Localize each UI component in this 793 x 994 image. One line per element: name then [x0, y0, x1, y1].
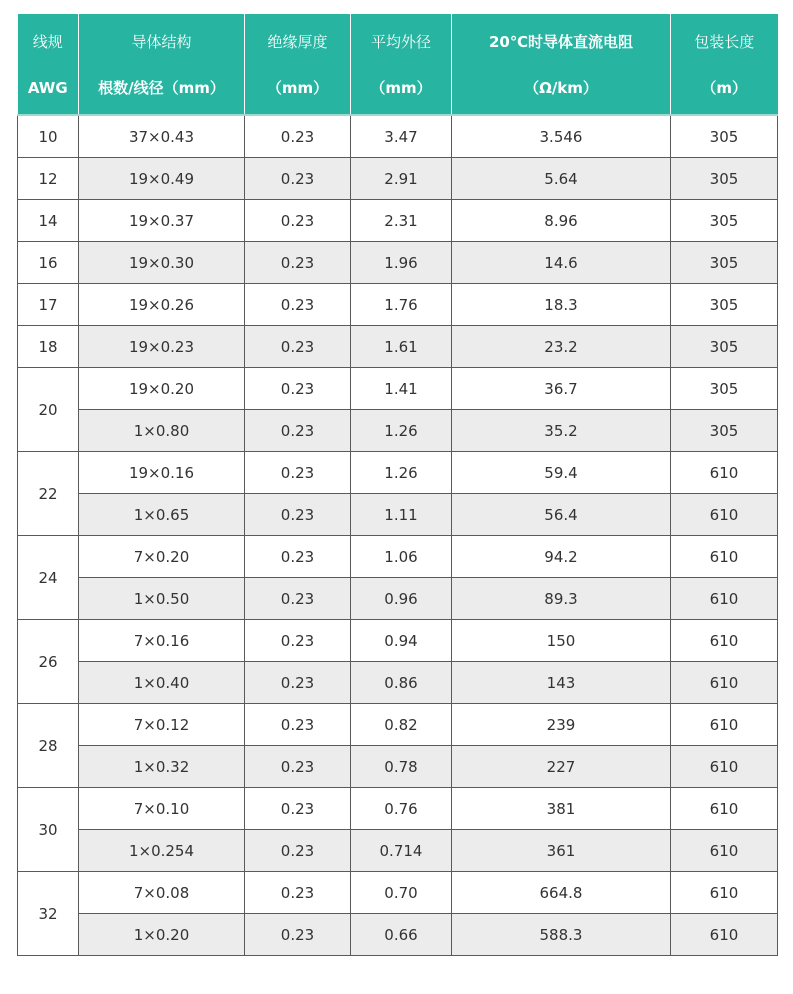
resistance-cell: 3.546: [452, 115, 671, 158]
insulation-cell: 0.23: [245, 284, 351, 326]
resistance-cell: 94.2: [452, 536, 671, 578]
table-row: [18, 788, 778, 830]
table-header: [18, 14, 778, 115]
header-resistance-unit: （Ω/km）: [452, 66, 671, 115]
table-row: [18, 200, 778, 242]
insulation-cell: 0.23: [245, 746, 351, 788]
wire-spec-table: [17, 14, 778, 956]
table-row: [18, 410, 778, 452]
insulation-cell: 0.23: [245, 704, 351, 746]
awg-cell: 18: [18, 326, 79, 368]
resistance-cell: 381: [452, 788, 671, 830]
table-row: [18, 494, 778, 536]
header-row-2: [18, 66, 778, 115]
length-cell: 305: [671, 242, 778, 284]
structure-cell: 19×0.16: [79, 452, 245, 494]
resistance-cell: 35.2: [452, 410, 671, 452]
diameter-cell: 1.11: [351, 494, 452, 536]
table-row: [18, 704, 778, 746]
diameter-cell: 0.714: [351, 830, 452, 872]
header-diameter-unit: （mm）: [351, 66, 452, 115]
insulation-cell: 0.23: [245, 914, 351, 956]
diameter-cell: 0.96: [351, 578, 452, 620]
diameter-cell: 3.47: [351, 115, 452, 158]
length-cell: 610: [671, 872, 778, 914]
resistance-cell: 56.4: [452, 494, 671, 536]
insulation-cell: 0.23: [245, 830, 351, 872]
diameter-cell: 1.06: [351, 536, 452, 578]
structure-cell: 19×0.37: [79, 200, 245, 242]
header-average-diameter: 平均外径: [351, 14, 452, 66]
length-cell: 610: [671, 662, 778, 704]
resistance-cell: 588.3: [452, 914, 671, 956]
length-cell: 305: [671, 326, 778, 368]
table-row: [18, 284, 778, 326]
resistance-cell: 8.96: [452, 200, 671, 242]
structure-cell: 19×0.49: [79, 158, 245, 200]
structure-cell: 1×0.80: [79, 410, 245, 452]
length-cell: 610: [671, 452, 778, 494]
header-package-length: 包装长度: [671, 14, 778, 66]
header-insulation-unit: （mm）: [245, 66, 351, 115]
insulation-cell: 0.23: [245, 410, 351, 452]
structure-cell: 1×0.20: [79, 914, 245, 956]
structure-cell: 19×0.20: [79, 368, 245, 410]
length-cell: 305: [671, 158, 778, 200]
resistance-cell: 89.3: [452, 578, 671, 620]
length-cell: 305: [671, 200, 778, 242]
table-row: [18, 326, 778, 368]
structure-cell: 19×0.26: [79, 284, 245, 326]
header-conductor-unit: 根数/线径（mm）: [79, 66, 245, 115]
structure-cell: 7×0.08: [79, 872, 245, 914]
table-row: [18, 578, 778, 620]
length-cell: 610: [671, 830, 778, 872]
header-conductor-structure: 导体结构: [79, 14, 245, 66]
table-row: [18, 115, 778, 158]
diameter-cell: 0.86: [351, 662, 452, 704]
insulation-cell: 0.23: [245, 242, 351, 284]
resistance-cell: 227: [452, 746, 671, 788]
diameter-cell: 0.66: [351, 914, 452, 956]
header-insulation-thickness: 绝缘厚度: [245, 14, 351, 66]
diameter-cell: 1.26: [351, 452, 452, 494]
table-row: [18, 452, 778, 494]
length-cell: 610: [671, 536, 778, 578]
header-dc-resistance: 20℃时导体直流电阻: [452, 14, 671, 66]
length-cell: 610: [671, 788, 778, 830]
insulation-cell: 0.23: [245, 494, 351, 536]
table-row: [18, 746, 778, 788]
resistance-cell: 36.7: [452, 368, 671, 410]
insulation-cell: 0.23: [245, 368, 351, 410]
resistance-cell: 664.8: [452, 872, 671, 914]
diameter-cell: 2.91: [351, 158, 452, 200]
length-cell: 610: [671, 620, 778, 662]
length-cell: 305: [671, 368, 778, 410]
awg-cell: 22: [18, 452, 79, 536]
awg-cell: 20: [18, 368, 79, 452]
header-gauge: 线规: [18, 14, 79, 66]
awg-cell: 32: [18, 872, 79, 956]
length-cell: 305: [671, 115, 778, 158]
awg-cell: 26: [18, 620, 79, 704]
resistance-cell: 23.2: [452, 326, 671, 368]
structure-cell: 37×0.43: [79, 115, 245, 158]
structure-cell: 1×0.50: [79, 578, 245, 620]
awg-cell: 14: [18, 200, 79, 242]
structure-cell: 7×0.20: [79, 536, 245, 578]
awg-cell: 16: [18, 242, 79, 284]
header-row-1: [18, 14, 778, 66]
structure-cell: 7×0.10: [79, 788, 245, 830]
structure-cell: 19×0.23: [79, 326, 245, 368]
structure-cell: 1×0.32: [79, 746, 245, 788]
structure-cell: 1×0.254: [79, 830, 245, 872]
insulation-cell: 0.23: [245, 788, 351, 830]
awg-cell: 10: [18, 115, 79, 158]
structure-cell: 1×0.40: [79, 662, 245, 704]
insulation-cell: 0.23: [245, 578, 351, 620]
resistance-cell: 18.3: [452, 284, 671, 326]
diameter-cell: 0.76: [351, 788, 452, 830]
insulation-cell: 0.23: [245, 620, 351, 662]
insulation-cell: 0.23: [245, 158, 351, 200]
resistance-cell: 14.6: [452, 242, 671, 284]
diameter-cell: 1.61: [351, 326, 452, 368]
length-cell: 305: [671, 410, 778, 452]
table-body: [18, 115, 778, 956]
resistance-cell: 143: [452, 662, 671, 704]
structure-cell: 19×0.30: [79, 242, 245, 284]
length-cell: 610: [671, 746, 778, 788]
table-row: [18, 242, 778, 284]
diameter-cell: 1.76: [351, 284, 452, 326]
length-cell: 610: [671, 578, 778, 620]
length-cell: 305: [671, 284, 778, 326]
awg-cell: 30: [18, 788, 79, 872]
resistance-cell: 150: [452, 620, 671, 662]
structure-cell: 7×0.12: [79, 704, 245, 746]
table-row: [18, 620, 778, 662]
insulation-cell: 0.23: [245, 536, 351, 578]
length-cell: 610: [671, 914, 778, 956]
diameter-cell: 0.78: [351, 746, 452, 788]
length-cell: 610: [671, 494, 778, 536]
awg-cell: 24: [18, 536, 79, 620]
table-row: [18, 368, 778, 410]
insulation-cell: 0.23: [245, 326, 351, 368]
table-row: [18, 662, 778, 704]
diameter-cell: 0.70: [351, 872, 452, 914]
awg-cell: 12: [18, 158, 79, 200]
diameter-cell: 2.31: [351, 200, 452, 242]
awg-cell: 17: [18, 284, 79, 326]
diameter-cell: 1.26: [351, 410, 452, 452]
table-row: [18, 914, 778, 956]
insulation-cell: 0.23: [245, 662, 351, 704]
header-gauge-unit: AWG: [18, 66, 79, 115]
table-row: [18, 158, 778, 200]
insulation-cell: 0.23: [245, 452, 351, 494]
insulation-cell: 0.23: [245, 872, 351, 914]
diameter-cell: 0.94: [351, 620, 452, 662]
resistance-cell: 361: [452, 830, 671, 872]
table-row: [18, 872, 778, 914]
diameter-cell: 0.82: [351, 704, 452, 746]
diameter-cell: 1.96: [351, 242, 452, 284]
awg-cell: 28: [18, 704, 79, 788]
length-cell: 610: [671, 704, 778, 746]
table-row: [18, 830, 778, 872]
structure-cell: 7×0.16: [79, 620, 245, 662]
resistance-cell: 5.64: [452, 158, 671, 200]
table-row: [18, 536, 778, 578]
resistance-cell: 59.4: [452, 452, 671, 494]
resistance-cell: 239: [452, 704, 671, 746]
structure-cell: 1×0.65: [79, 494, 245, 536]
diameter-cell: 1.41: [351, 368, 452, 410]
insulation-cell: 0.23: [245, 200, 351, 242]
header-length-unit: （m）: [671, 66, 778, 115]
insulation-cell: 0.23: [245, 115, 351, 158]
